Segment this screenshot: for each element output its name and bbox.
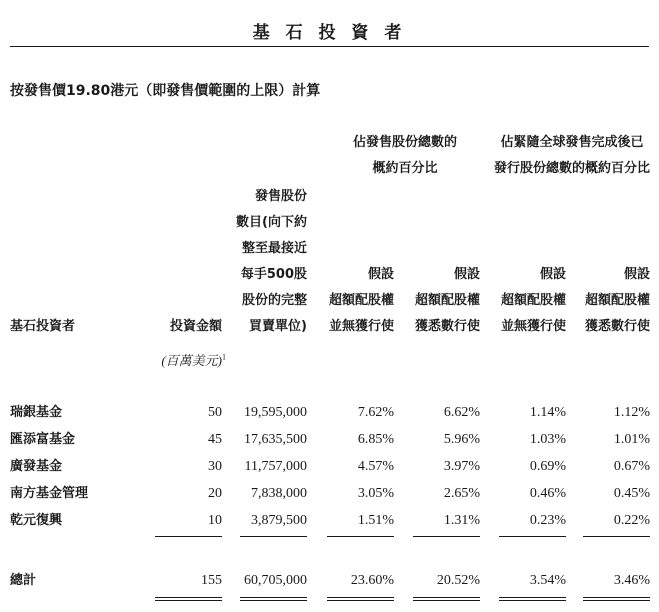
header-col-a <box>312 262 394 340</box>
table-row <box>0 508 659 535</box>
amount-value: 10 <box>208 513 222 528</box>
group-header-line: 發行股份總數的概約百分比 <box>493 161 650 176</box>
total-pct-c: 3.54% <box>529 573 566 588</box>
table-row <box>0 400 659 427</box>
page-title: 基 石 投 資 者 <box>252 23 407 43</box>
subtotal-rule <box>327 536 394 537</box>
pct-b-value: 5.96% <box>443 432 480 447</box>
total-double-rule <box>499 597 566 601</box>
pct-d-value: 0.22% <box>613 513 650 528</box>
header-line: 整至最接近 <box>241 241 307 256</box>
header-line: 獲悉數行使 <box>584 319 650 334</box>
amount-value: 30 <box>208 459 222 474</box>
pct-d-value: 0.67% <box>613 459 650 474</box>
header-line: 並無獲行使 <box>328 319 394 334</box>
header-col-c <box>484 262 566 340</box>
investor-name: 匯添富基金 <box>10 432 76 447</box>
subtotal-rule <box>155 536 222 537</box>
pct-b-value: 6.62% <box>443 405 480 420</box>
pct-a-value: 1.51% <box>357 513 394 528</box>
investor-name: 南方基金管理 <box>10 486 89 501</box>
amount-value: 45 <box>208 432 222 447</box>
header-line: 假設 <box>539 267 566 282</box>
pct-c-value: 0.23% <box>529 513 566 528</box>
header-shares <box>225 184 307 340</box>
header-amount: 投資金額 <box>169 319 222 334</box>
header-line: 假設 <box>367 267 394 282</box>
shares-value: 7,838,000 <box>251 486 307 501</box>
shares-value: 3,879,500 <box>251 513 307 528</box>
header-col-b <box>398 262 480 340</box>
pct-d-value: 1.01% <box>613 432 650 447</box>
header-investor: 基石投資者 <box>10 319 76 334</box>
pct-c-value: 1.03% <box>529 432 566 447</box>
header-line: 買賣單位) <box>249 319 307 334</box>
subtotal-rule <box>583 536 650 537</box>
pct-c-value: 0.46% <box>529 486 566 501</box>
total-double-rule <box>240 597 307 601</box>
header-line: 假設 <box>623 267 650 282</box>
header-line: 假設 <box>453 267 480 282</box>
header-line: 超額配股權 <box>328 293 394 308</box>
total-pct-a: 23.60% <box>350 573 394 588</box>
total-row <box>0 568 659 595</box>
investor-name: 乾元復興 <box>10 513 63 528</box>
table-body <box>0 400 659 535</box>
group-header-line: 佔緊隨全球發售完成後已 <box>500 135 644 150</box>
shares-value: 19,595,000 <box>244 405 307 420</box>
table-subtitle: 按發售價19.80港元（即發售價範圍的上限）計算 <box>10 83 321 99</box>
pct-c-value: 1.14% <box>529 405 566 420</box>
header-line: 每手500股 <box>240 267 307 282</box>
table-row <box>0 481 659 508</box>
amount-unit-text: (百萬美元) <box>161 353 222 368</box>
total-shares: 60,705,000 <box>244 573 307 588</box>
subtotal-rule <box>240 536 307 537</box>
pct-d-value: 1.12% <box>613 405 650 420</box>
amount-unit <box>120 350 226 369</box>
total-pct-b: 20.52% <box>436 573 480 588</box>
shares-value: 17,635,500 <box>244 432 307 447</box>
pct-a-value: 3.05% <box>357 486 394 501</box>
header-line: 股份的完整 <box>241 293 307 308</box>
investor-name: 瑞銀基金 <box>10 405 63 420</box>
total-double-rule <box>327 597 394 601</box>
pct-b-value: 1.31% <box>443 513 480 528</box>
total-double-rule <box>155 597 222 601</box>
group-header-offer-shares <box>320 130 490 182</box>
header-line: 發售股份 <box>254 189 307 204</box>
table-row <box>0 454 659 481</box>
header-line: 並無獲行使 <box>500 319 566 334</box>
table-row <box>0 427 659 454</box>
shares-value: 11,757,000 <box>244 459 307 474</box>
group-header-line: 概約百分比 <box>372 161 438 176</box>
header-line: 超額配股權 <box>584 293 650 308</box>
total-pct-d: 3.46% <box>613 573 650 588</box>
subtotal-rule <box>413 536 480 537</box>
header-line: 超額配股權 <box>414 293 480 308</box>
total-label: 總計 <box>10 573 37 588</box>
pct-a-value: 7.62% <box>357 405 394 420</box>
footnote-marker: 1 <box>222 352 226 362</box>
amount-value: 20 <box>208 486 222 501</box>
pct-c-value: 0.69% <box>529 459 566 474</box>
group-header-issued-shares <box>485 130 659 182</box>
subtotal-rule <box>499 536 566 537</box>
header-line: 超額配股權 <box>500 293 566 308</box>
total-double-rule <box>583 597 650 601</box>
pct-b-value: 3.97% <box>443 459 480 474</box>
group-header-line: 佔發售股份總數的 <box>352 135 457 150</box>
total-double-rule <box>413 597 480 601</box>
pct-a-value: 4.57% <box>357 459 394 474</box>
total-amount: 155 <box>201 573 222 588</box>
title-rule <box>10 46 649 47</box>
amount-value: 50 <box>208 405 222 420</box>
investor-name: 廣發基金 <box>10 459 63 474</box>
pct-a-value: 6.85% <box>357 432 394 447</box>
header-line: 獲悉數行使 <box>414 319 480 334</box>
header-col-d <box>568 262 650 340</box>
header-line: 數目(向下約 <box>236 215 307 230</box>
pct-d-value: 0.45% <box>613 486 650 501</box>
pct-b-value: 2.65% <box>443 486 480 501</box>
